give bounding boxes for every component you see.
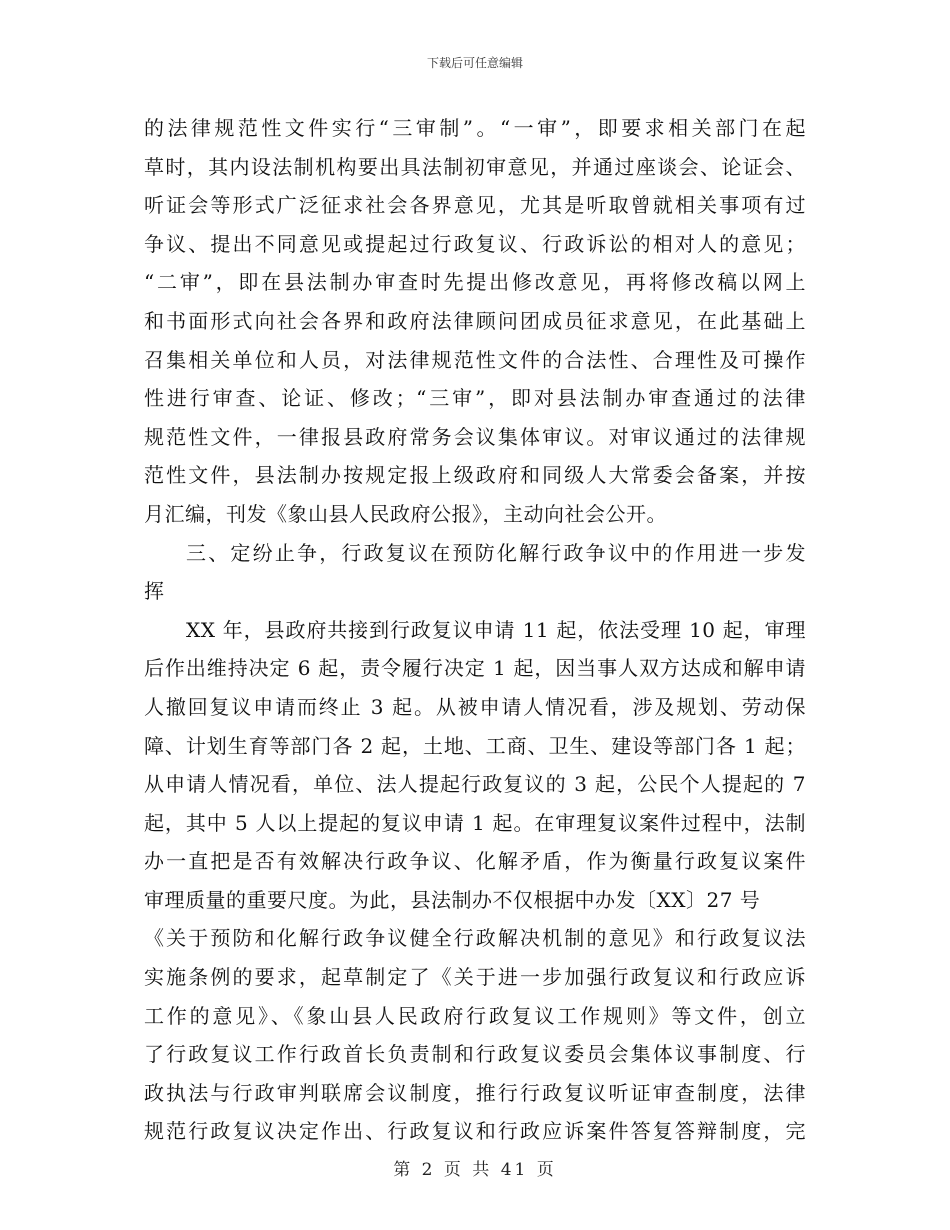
text-line: 月汇编，刊发《象山县人民政府公报》，主动向社会公开。: [144, 501, 667, 526]
section-heading-line: 挥: [144, 579, 165, 604]
text-line: 起，其中 5 人以上提起的复议申请 1 起。在审理复议案件过程中，法制: [144, 810, 806, 835]
text-line: 规范行政复议决定作出、行政复议和行政应诉案件答复答辩制度，完: [144, 1119, 806, 1144]
text-line: 听证会等形式广泛征求社会各界意见，尤其是听取曾就相关事项有过: [144, 193, 806, 218]
text-line: 工作的意见》、《象山县人民政府行政复议工作规则》等文件，创立: [144, 1003, 806, 1028]
text-line: 范性文件，县法制办按规定报上级政府和同级人大常委会备案，并按: [144, 463, 806, 488]
text-line: 的法律规范性文件实行“三审制”。“一审”，即要求相关部门在起: [144, 116, 806, 140]
text-line: 了行政复议工作行政首长负责制和行政复议委员会集体议事制度、行: [144, 1042, 806, 1067]
text-line: 后作出维持决定 6 起，责令履行决定 1 起，因当事人双方达成和解申请: [144, 656, 806, 681]
page-number-footer: 第 2 页 共 41 页: [393, 1160, 557, 1180]
text-line: 召集相关单位和人员，对法律规范性文件的合法性、合理性及可操作: [144, 347, 806, 372]
text-line: 人撤回复议申请而终止 3 起。从被申请人情况看，涉及规划、劳动保: [144, 694, 806, 719]
document-body: [144, 109, 806, 1151]
text-line: 和书面形式向社会各界和政府法律顾问团成员征求意见，在此基础上: [144, 308, 806, 333]
text-line: 实施条例的要求，起草制定了《关于进一步加强行政复议和行政应诉: [144, 965, 806, 990]
text-line: 性进行审查、论证、修改；“三审”，即对县法制办审查通过的法律: [144, 386, 806, 411]
text-line: 障、计划生育等部门各 2 起，土地、工商、卫生、建设等部门各 1 起；: [144, 733, 806, 758]
page-header: 下载后可任意编辑: [426, 56, 523, 70]
text-line: “二审”，即在县法制办审查时先提出修改意见，再将修改稿以网上: [144, 270, 806, 295]
text-line: 从申请人情况看，单位、法人提起行政复议的 3 起，公民个人提起的 7: [144, 772, 806, 797]
text-line: 办一直把是否有效解决行政争议、化解矛盾，作为衡量行政复议案件: [144, 849, 806, 874]
text-line: 争议、提出不同意见或提起过行政复议、行政诉讼的相对人的意见；: [144, 231, 806, 256]
section-heading-line: 三、定纷止争，行政复议在预防化解行政争议中的作用进一步发: [186, 540, 806, 565]
text-line: 草时，其内设法制机构要出具法制初审意见，并通过座谈会、论证会、: [144, 154, 806, 179]
text-line: XX 年，县政府共接到行政复议申请 11 起，依法受理 10 起，审理: [186, 617, 806, 642]
text-line: 规范性文件，一律报县政府常务会议集体审议。对审议通过的法律规: [144, 424, 806, 449]
text-line: 审理质量的重要尺度。为此，县法制办不仅根据中办发〔XX〕27 号: [144, 887, 761, 912]
text-line: 《关于预防和化解行政争议健全行政解决机制的意见》和行政复议法: [144, 926, 806, 951]
text-line: 政执法与行政审判联席会议制度，推行行政复议听证审查制度，法律: [144, 1080, 806, 1105]
